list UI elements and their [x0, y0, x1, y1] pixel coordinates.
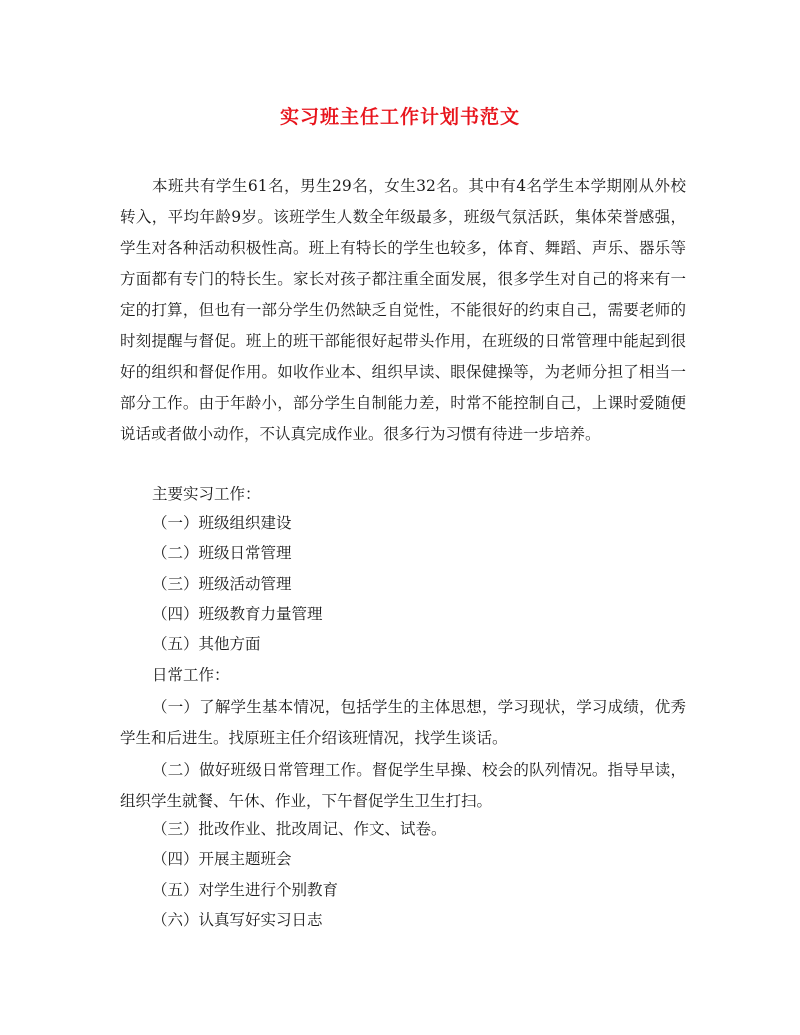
intro-paragraph: 本班共有学生61名，男生29名，女生32名。其中有4名学生本学期刚从外校转入，平均年龄9岁。该班学生人数全年级最多，班级气氛活跃，集体荣誉感强，学生对各种活动积极性高。班上有特长的学生也较多，体育、舞蹈、声乐、器乐等方面都有专门的特长生。家长对孩子都注重全面发展，很多学生对自己的将来有一定的打算，但也有一部分学生仍然缺乏自觉性，不能很好的约束自己，需要老师的时刻提醒与督促。班上的班干部能很好起带头作用，在班级的日常管理中能起到很好的组织和督促作用。如收作业本、组织早读、眼保健操等，为老师分担了相当一部分工作。由于年龄小，部分学生自制能力差，时常不能控制自己，上课时爱随便说话或者做小动作，不认真完成作业。很多行为习惯有待进一步培养。 — [120, 177, 686, 443]
main-work-heading: 主要实习工作： — [152, 485, 261, 503]
daily-work-item: （六）认真写好实习日志 — [152, 911, 323, 929]
daily-work-item: （三）批改作业、批改周记、作文、试卷。 — [152, 820, 447, 838]
daily-work-item: （四）开展主题班会 — [152, 850, 292, 868]
main-work-item: （五）其他方面 — [152, 635, 261, 653]
main-work-item: （四）班级教育力量管理 — [152, 605, 323, 623]
daily-work-heading: 日常工作： — [152, 666, 230, 684]
main-work-item: （二）班级日常管理 — [152, 544, 292, 562]
daily-work-item: （一）了解学生基本情况，包括学生的主体思想，学习现状，学习成绩，优秀学生和后进生。找原班主任介绍该班情况，找学生谈话。 — [120, 698, 686, 747]
daily-work-item: （五）对学生进行个别教育 — [152, 881, 339, 899]
daily-work-item: （二）做好班级日常管理工作。督促学生早操、校会的队列情况。指导早读，组织学生就餐、午休、作业，下午督促学生卫生打扫。 — [120, 761, 686, 810]
main-work-item: （三）班级活动管理 — [152, 575, 292, 593]
main-work-item: （一）班级组织建设 — [152, 514, 292, 532]
document-title: 实习班主任工作计划书范文 — [279, 106, 520, 128]
